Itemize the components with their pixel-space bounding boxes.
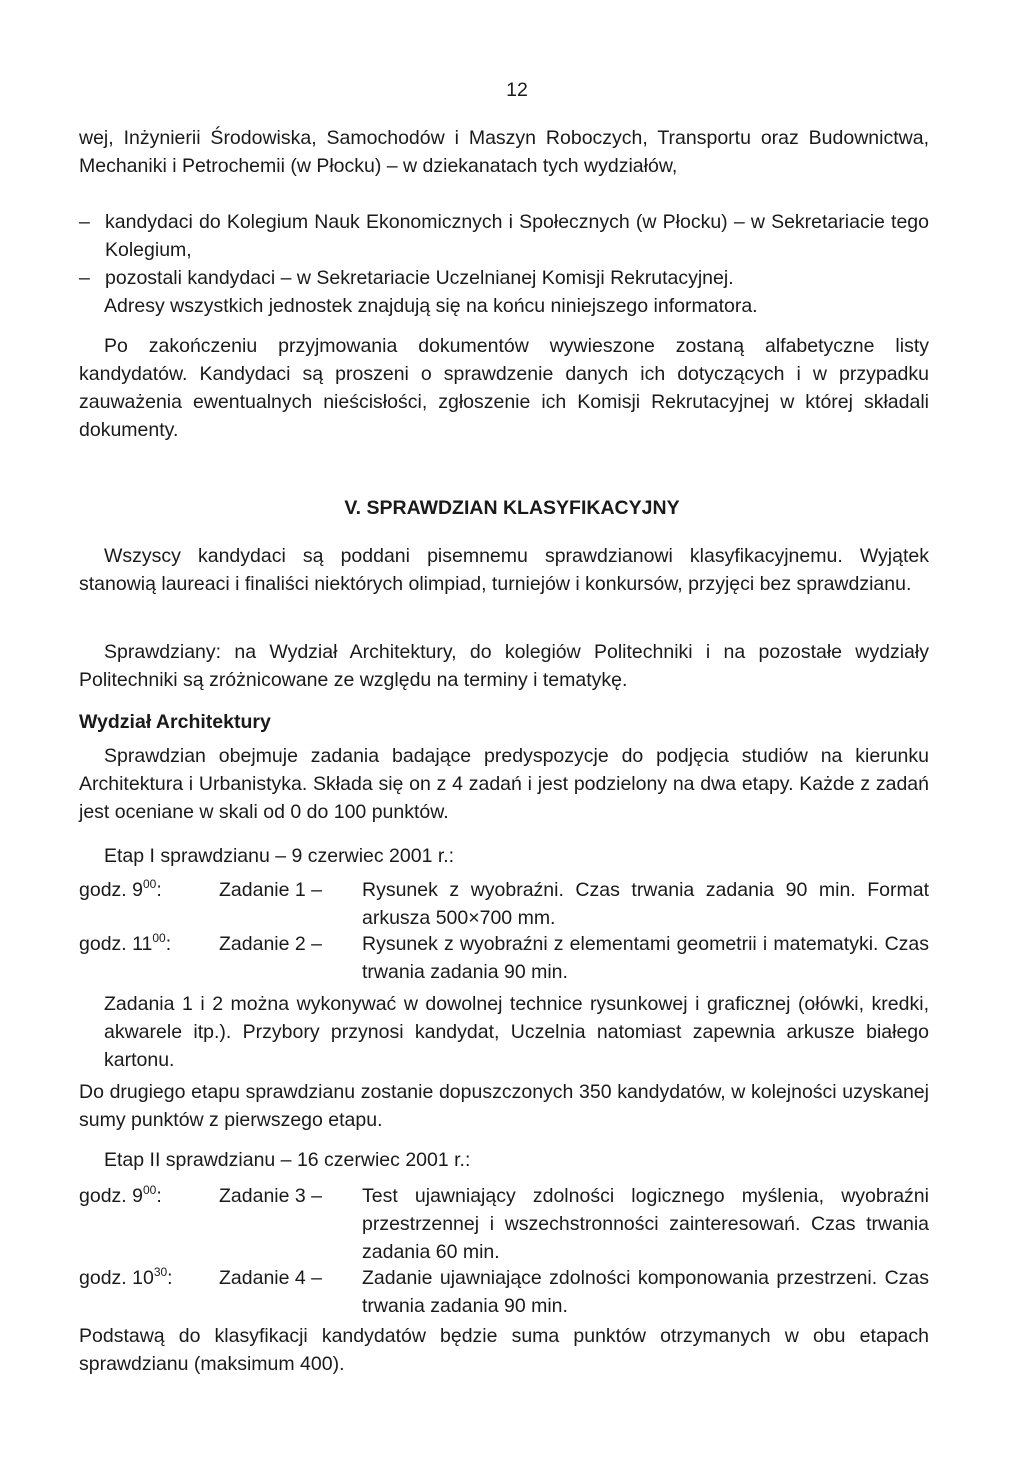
dash-bullet: – [79,211,90,233]
addresses-paragraph: Adresy wszystkich jednostek znajdują się na końcu niniejszego informatora. [104,295,758,317]
list-item-text: pozostali kandydaci – w Sekretariacie Uczelnianej Komisji Rekrutacyjnej. [105,267,734,289]
task-label: Zadanie 1 – [219,879,322,901]
dash-bullet: – [79,267,90,289]
task-label: Zadanie 4 – [219,1267,322,1289]
list-item [79,264,929,292]
section-paragraph: Sprawdziany: na Wydział Architektury, do kolegiów Politechniki i na pozostałe wydziały Politechniki są zróżnicowane ze względu na terminy i tematykę. [79,641,929,691]
page-number: 12 [506,79,528,101]
section-paragraph: Do drugiego etapu sprawdzianu zostanie dopuszczonych 350 kandydatów, w kolejności uzyskanej sumy punktów z pierwszego etapu. [79,1081,929,1131]
section-heading: V. SPRAWDZIAN KLASYFIKACYJNY [344,497,680,519]
task-description: Rysunek z wyobraźni. Czas trwania zadania 90 min. Format arkusza 500×700 mm. [362,879,929,929]
task-description: Zadanie ujawniające zdolności komponowania przestrzeni. Czas trwania zadania 90 min. [362,1267,929,1317]
task-description: Test ujawniający zdolności logicznego myślenia, wyobraźni przestrzennej i wszechstronności zainteresowań. Czas trwania zadania 60 min. [362,1185,929,1263]
task-label: Zadanie 3 – [219,1185,322,1207]
section-paragraph: Wszyscy kandydaci są poddani pisemnemu sprawdzianowi klasyfikacyjnemu. Wyjątek stanowią laureaci i finaliści niektórych olimpiad, turniejów i konkursów, przyjęci bez sprawdzianu. [79,545,929,595]
lists-paragraph: Po zakończeniu przyjmowania dokumentów wywieszone zostaną alfabetyczne listy kandydatów. Kandydaci są proszeni o sprawdzenie danych ich dotyczących i w przypadku zauważenia ewentualnych nieścisłości, zgłoszenie ich Komisji Rekrutacyjnej w której składali dokumenty. [79,335,929,441]
stage-title: Etap II sprawdzianu – 16 czerwiec 2001 r.: [104,1149,471,1171]
section-paragraph: Podstawą do klasyfikacji kandydatów będzie suma punktów otrzymanych w obu etapach sprawdzianu (maksimum 400). [79,1325,929,1375]
list-item [79,208,929,264]
list-item-text: kandydaci do Kolegium Nauk Ekonomicznych i Społecznych (w Płocku) – w Sekretariacie tego Kolegium, [105,211,929,261]
stage-title: Etap I sprawdzianu – 9 czerwiec 2001 r.: [104,845,455,867]
time-label: godz. $9^{00}$: [79,877,162,901]
intro-continuation: wej, Inżynierii Środowiska, Samochodów i Maszyn Roboczych, Transportu oraz Budownictwa, Mechaniki i Petrochemii (w Płocku) – w dziekanatach tych wydziałów, [79,127,929,177]
time-label: godz. $11^{00}$: [79,931,172,955]
task-description: Rysunek z wyobraźni z elementami geometrii i matematyki. Czas trwania zadania 90 min. [362,933,929,983]
faculty-subheading: Wydział Architektury [79,711,271,733]
section-paragraph: Zadania 1 i 2 można wykonywać w dowolnej technice rysunkowej i graficznej (ołówki, kredki, akwarele itp.). Przybory przynosi kandydat, Uczelnia natomiast zapewnia arkusze białego kartonu. [104,993,929,1071]
task-label: Zadanie 2 – [219,933,322,955]
time-label: godz. $10^{30}$: [79,1265,173,1289]
time-label: godz. $9^{00}$: [79,1183,162,1207]
section-paragraph: Sprawdzian obejmuje zadania badające predyspozycje do podjęcia studiów na kierunku Architektura i Urbanistyka. Składa się on z 4 zadań i jest podzielony na dwa etapy. Każde z zadań jest oceniane w skali od 0 do 100 punktów. [79,745,929,823]
